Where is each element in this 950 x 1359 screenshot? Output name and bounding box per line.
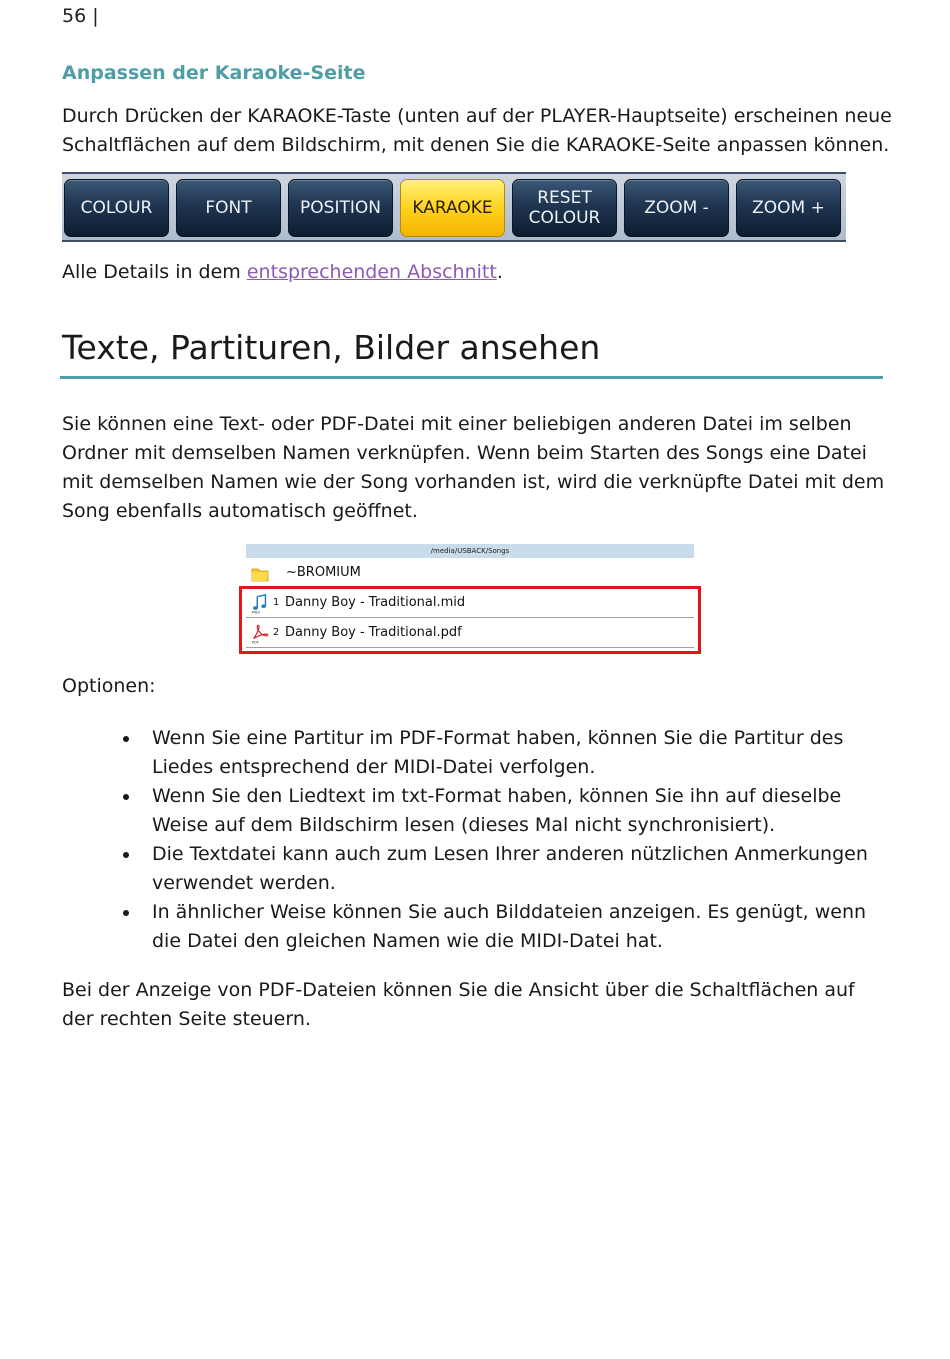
- reset-colour-button[interactable]: RESET COLOUR: [512, 179, 617, 237]
- highlight-box: [239, 586, 701, 654]
- list-item: Wenn Sie eine Partitur im PDF-Format haben, können Sie die Partitur des Liedes entsprechend der MIDI-Datei verfolgen.: [120, 724, 890, 782]
- colour-button[interactable]: COLOUR: [64, 179, 169, 237]
- font-button[interactable]: FONT: [176, 179, 281, 237]
- file-number: 1: [273, 597, 280, 608]
- file-browser: [246, 544, 694, 656]
- karaoke-toolbar: [62, 172, 846, 242]
- zoom-in-button[interactable]: ZOOM +: [736, 179, 841, 237]
- list-item[interactable]: [246, 558, 694, 588]
- file-name: Danny Boy - Traditional.pdf: [285, 625, 462, 640]
- list-item: Die Textdatei kann auch zum Lesen Ihrer anderen nützlichen Anmerkungen verwendet werden.: [120, 840, 890, 898]
- midi-label: MIDI: [251, 610, 260, 614]
- pdf-label: PDF: [251, 640, 259, 644]
- position-button[interactable]: POSITION: [288, 179, 393, 237]
- karaoke-button[interactable]: KARAOKE: [400, 179, 505, 237]
- folder-name: ~BROMIUM: [286, 565, 361, 580]
- closing-paragraph: Bei der Anzeige von PDF-Dateien können Sie die Ansicht über die Schaltflächen auf der rechten Seite steuern.: [62, 979, 855, 1030]
- section-heading: Anpassen der Karaoke-Seite: [62, 62, 366, 84]
- details-prefix: Alle Details in dem: [62, 261, 247, 283]
- page-number: 56 |: [62, 5, 99, 27]
- details-line: [62, 258, 503, 287]
- list-item: In ähnlicher Weise können Sie auch Bilddateien anzeigen. Es genügt, wenn die Datei den gleichen Namen wie die MIDI-Datei hat.: [120, 898, 890, 956]
- details-link[interactable]: entsprechenden Abschnitt: [246, 261, 497, 283]
- zoom-out-button[interactable]: ZOOM -: [624, 179, 729, 237]
- options-label: Optionen:: [62, 675, 156, 697]
- main-heading: Texte, Partituren, Bilder ansehen: [62, 328, 601, 367]
- details-suffix: .: [496, 261, 503, 283]
- options-list: [120, 724, 890, 956]
- body-paragraph: Sie können eine Text- oder PDF-Datei mit einer beliebigen anderen Datei im selben Ordner mit demselben Namen verknüpfen. Wenn beim Starten des Songs eine Datei mit demselben Namen wie der Song vorhanden ist, wird die verknüpfte Datei mit dem Song ebenfalls automatisch geöffnet.: [62, 413, 885, 522]
- heading-rule: [60, 376, 883, 379]
- folder-icon: [250, 564, 270, 584]
- file-number: 2: [273, 627, 280, 638]
- file-name: Danny Boy - Traditional.mid: [285, 595, 466, 610]
- list-item: Wenn Sie den Liedtext im txt-Format haben, können Sie ihn auf dieselbe Weise auf dem Bildschirm lesen (dieses Mal nicht synchronisiert).: [120, 782, 890, 840]
- file-browser-path: /media/USBACK/Songs: [246, 544, 694, 558]
- intro-paragraph: Durch Drücken der KARAOKE-Taste (unten auf der PLAYER-Hauptseite) erscheinen neue Schaltflächen auf dem Bildschirm, mit denen Sie die KARAOKE-Seite anpassen können.: [62, 105, 892, 156]
